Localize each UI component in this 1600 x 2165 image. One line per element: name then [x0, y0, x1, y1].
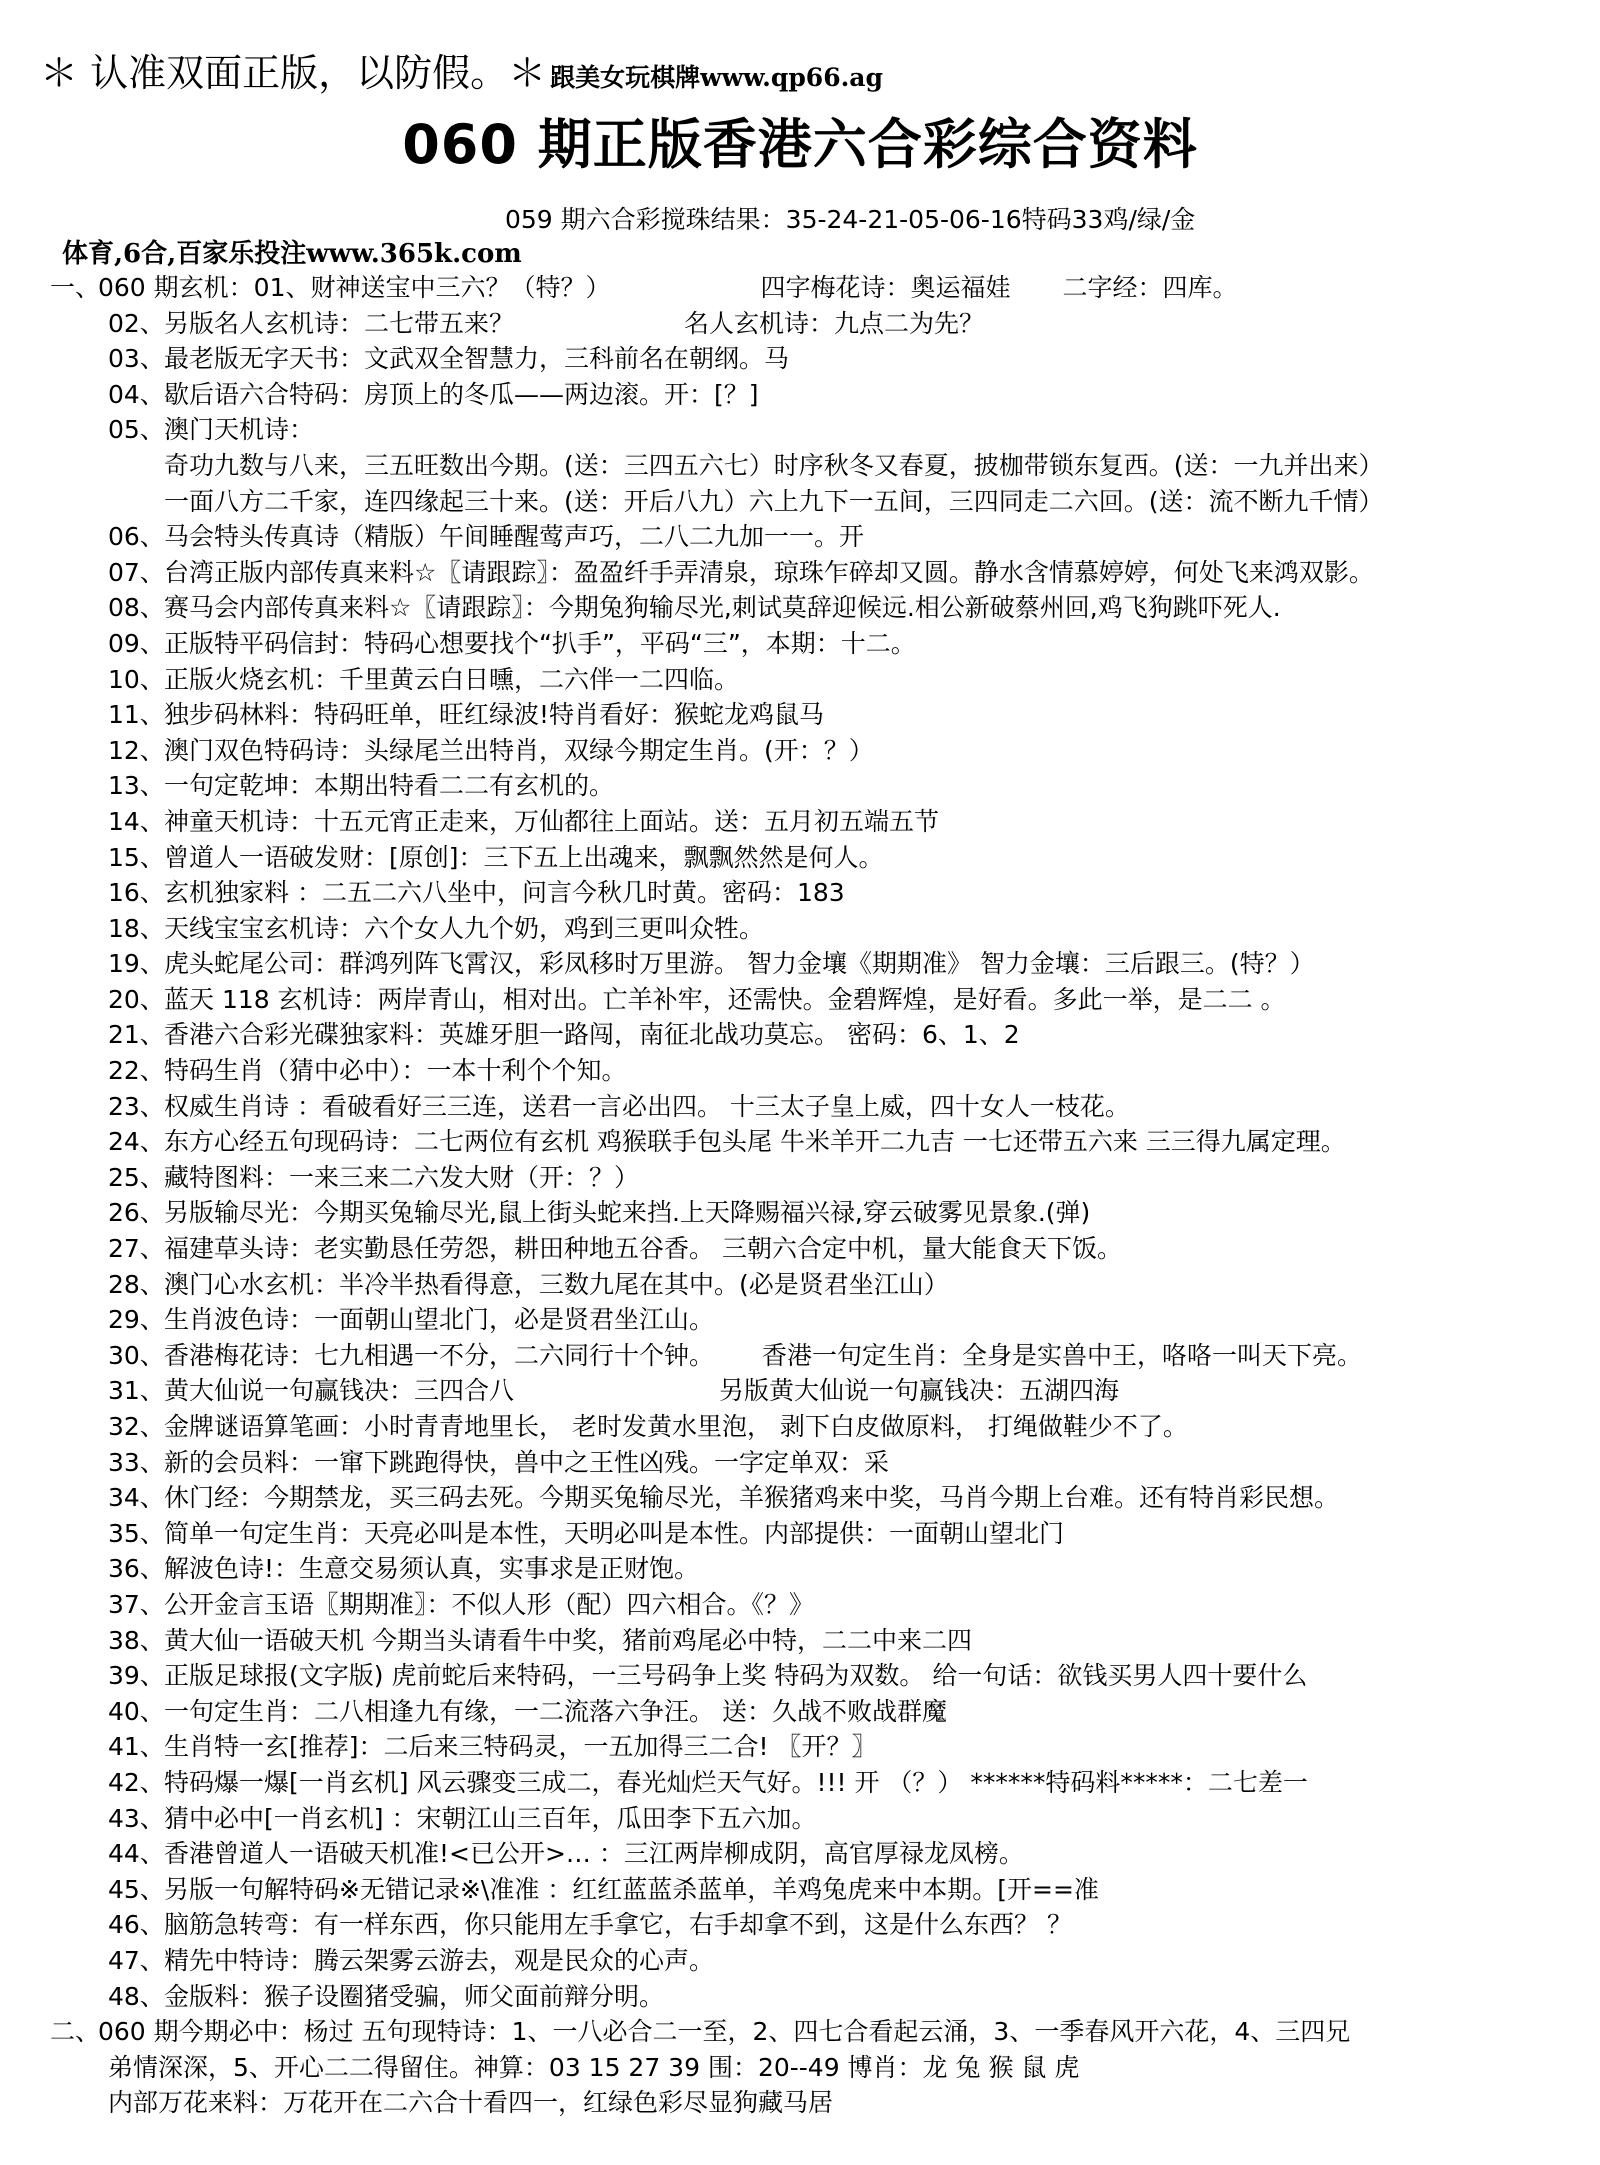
item-number: 21、 — [108, 1020, 165, 1050]
item-number: 31、 — [108, 1376, 165, 1406]
item-part: 金版料：猴子设圈猪受骗，师父面前辩分明。 — [164, 1981, 665, 2011]
section-number: 一、 — [50, 273, 101, 302]
sports-betting-ad[interactable]: 体育,6合,百家乐投注www.365k.com — [62, 239, 522, 269]
list-item — [0, 1658, 1600, 1694]
item-part: 香港一句定生肖：全身是实兽中王，咯咯一叫天下亮。 — [762, 1340, 1363, 1370]
item-part: 虎头蛇尾公司：群鸿列阵飞霄汉，彩凤移时万里游。 智力金壤《期期准》 智力金壤：三后跟三。(特？） — [164, 949, 1315, 979]
section-one-first-row — [0, 270, 1600, 306]
item-part: 赛马会内部传真来料☆〖请跟踪〗：今期兔狗输尽光,刺试莫辞迎候远.相公新破蔡州回,鸡飞狗跳吓死人. — [164, 593, 1281, 623]
item-number: 09、 — [108, 628, 165, 658]
list-item — [0, 1231, 1600, 1267]
page-title: 060 期正版香港六合彩综合资料 — [402, 113, 1198, 176]
item-part: 一句定生肖：二八相逢九有缘，一二流落六争汪。 送：久战不败战群魔 — [164, 1696, 947, 1726]
item-part: 脑筋急转弯：有一样东西，你只能用左手拿它，右手却拿不到，这是什么东西？ ？ — [164, 1910, 1072, 1940]
list-item — [0, 1195, 1600, 1231]
item-text — [164, 875, 845, 911]
item-text — [164, 1124, 1346, 1160]
item-number: 34、 — [108, 1483, 165, 1513]
list-item — [0, 590, 1600, 626]
item-text — [164, 1338, 1362, 1374]
list-item — [0, 1480, 1600, 1516]
item-number: 08、 — [108, 593, 165, 623]
section-one-line — [98, 270, 1238, 306]
item-text — [164, 1017, 1020, 1053]
plum-poem-text: 四字梅花诗：奥运福娃 — [760, 273, 1011, 302]
item-text — [164, 1551, 699, 1587]
item-number: 40、 — [108, 1696, 165, 1726]
list-item — [0, 768, 1600, 804]
list-item — [0, 1160, 1600, 1196]
item-text — [164, 1160, 639, 1196]
section-two-line-2: 弟情深深，5、开心二二得留住。神算：03 15 27 39 围：20--49 博肖：龙 兔 猴 鼠 虎 — [108, 2052, 1080, 2082]
item-number: 32、 — [108, 1412, 165, 1441]
list-item — [0, 1053, 1600, 1089]
item-text — [164, 1623, 972, 1659]
list-item — [0, 982, 1600, 1018]
item-text — [164, 733, 874, 769]
item-text — [164, 1302, 714, 1338]
item-text — [164, 590, 1281, 626]
item-part: 马会特头传真诗（精版）午间睡醒莺声巧，二八二九加一一。开 — [164, 522, 865, 552]
item-number: 45、 — [108, 1874, 165, 1904]
list-item — [0, 1943, 1600, 1979]
item-text — [164, 1872, 1099, 1908]
section-two-line-3: 内部万花来料：万花开在二六合十看四一，红绿色彩尽显狗藏马居 — [108, 2088, 834, 2118]
item-number: 43、 — [108, 1803, 165, 1833]
content-list — [0, 270, 1600, 2121]
item-number: 28、 — [108, 1269, 165, 1299]
item-number: 42、 — [108, 1767, 165, 1797]
item-text — [164, 768, 614, 804]
list-item — [0, 804, 1600, 840]
item-part: 正版火烧玄机：千里黄云白日曛，二六伴一二四临。 — [164, 664, 740, 694]
section-two-line-1: 060 期今期必中：杨过 五句现特诗：1、一八必合二一至，2、四七合看起云涌，3、一季春风开六花，4、三四兄 — [98, 2017, 1351, 2047]
list-item — [0, 484, 1600, 520]
list-item — [0, 412, 1600, 448]
item-text — [164, 1658, 1307, 1694]
item-part: 特码爆一爆[一肖玄机] 风云骤变三成二，春光灿烂天气好。!!! 开 （？） ******特码料*****：二七差一 — [164, 1767, 1308, 1797]
item-text — [164, 377, 759, 413]
list-item — [0, 626, 1600, 662]
item-part: 独步码林料：特码旺单，旺红绿波!特肖看好：猴蛇龙鸡鼠马 — [164, 700, 825, 730]
item-text — [164, 1694, 947, 1730]
list-item — [0, 1765, 1600, 1801]
list-item — [0, 1409, 1600, 1445]
item-number: 13、 — [108, 771, 165, 801]
item-part: 新的会员料：一窜下跳跑得快，兽中之王性凶残。一字定单双：采 — [164, 1447, 890, 1477]
item-part: 精先中特诗：腾云架雾云游去，观是民众的心声。 — [164, 1945, 715, 1975]
item-text — [164, 1943, 714, 1979]
list-item — [0, 1124, 1600, 1160]
two-word-classic-text: 二字经：四库。 — [1062, 273, 1238, 302]
item-part: 澳门心水玄机：半冷半热看得意，三数九尾在其中。(必是贤君坐江山） — [164, 1269, 949, 1299]
item-number: 19、 — [108, 949, 165, 979]
section-number: 二、 — [50, 2017, 101, 2047]
item-part: 香港梅花诗：七九相遇一不分，二六同行十个钟。 — [164, 1340, 715, 1370]
list-item — [0, 306, 1600, 342]
list-item — [0, 519, 1600, 555]
item-number: 35、 — [108, 1518, 165, 1548]
item-part: 东方心经五句现码诗：二七两位有玄机 鸡猴联手包头尾 牛米羊开二九吉 一七还带五六来 三三得九属定理。 — [164, 1127, 1346, 1157]
item-text — [164, 1729, 876, 1765]
item-part: 另版名人玄机诗：二七带五来？ — [164, 308, 515, 338]
item-number: 12、 — [108, 735, 165, 765]
list-item — [0, 1801, 1600, 1837]
item-text — [164, 1445, 889, 1481]
item-text — [164, 1089, 1130, 1125]
list-item — [0, 1694, 1600, 1730]
list-item — [0, 1302, 1600, 1338]
item-number: 24、 — [108, 1127, 165, 1157]
list-item — [0, 1836, 1600, 1872]
item-text — [164, 911, 764, 947]
item-text — [164, 982, 1286, 1018]
list-item — [0, 1445, 1600, 1481]
list-item — [0, 341, 1600, 377]
item-part: 一面八方二千家，连四缘起三十来。(送：开后八九）六上九下一五间，三四同走二六回。(送：流不断九千情） — [164, 486, 1384, 516]
item-part: 猜中必中[一肖玄机] ：宋朝江山三百年，瓜田李下五六加。 — [164, 1803, 817, 1833]
item-number: 11、 — [108, 700, 165, 730]
item-text — [164, 1267, 949, 1303]
item-number: 48、 — [108, 1981, 165, 2011]
item-part: 名人玄机诗：九点二为先？ — [684, 308, 985, 338]
item-text — [164, 1801, 816, 1837]
list-item — [0, 555, 1600, 591]
item-number: 30、 — [108, 1340, 165, 1370]
item-number: 37、 — [108, 1589, 165, 1619]
item-text — [164, 341, 789, 377]
list-item — [0, 1089, 1600, 1125]
item-part: 另版黄大仙说一句赢钱决：五湖四海 — [719, 1376, 1120, 1406]
item-text — [164, 1373, 1119, 1409]
list-item — [0, 1267, 1600, 1303]
item-part: 曾道人一语破发财：[原创]：三下五上出魂来，飘飘然然是何人。 — [164, 842, 884, 872]
item-number: 33、 — [108, 1447, 165, 1477]
header-top-line — [40, 42, 883, 96]
section-two-row-2 — [0, 2050, 1600, 2086]
list-item — [0, 733, 1600, 769]
item-text — [164, 804, 939, 840]
item-part: 蓝天 118 玄机诗：两岸青山，相对出。亡羊补牢，还需快。金碧辉煌，是好看。多此一举，是二二 。 — [164, 984, 1286, 1014]
item-part: 澳门天机诗： — [164, 415, 315, 445]
item-number: 22、 — [108, 1056, 165, 1086]
item-number: 26、 — [108, 1198, 165, 1228]
item-number: 05、 — [108, 415, 165, 445]
item-number: 36、 — [108, 1554, 165, 1584]
item-part: 公开金言玉语〖期期准〗：不似人形（配）四六相合。《？》 — [164, 1589, 815, 1619]
item-text — [164, 1516, 1064, 1552]
item-text — [164, 555, 1374, 591]
item-number: 14、 — [108, 806, 165, 836]
item-number: 15、 — [108, 842, 165, 872]
item-text — [164, 1836, 1024, 1872]
list-item — [0, 377, 1600, 413]
list-item — [0, 1587, 1600, 1623]
chess-ad-link[interactable]: 跟美女玩棋牌www.qp66.ag — [550, 63, 883, 92]
item-text — [164, 1907, 1072, 1943]
item-number: 03、 — [108, 344, 165, 374]
item-number: 47、 — [108, 1945, 165, 1975]
item-text — [164, 946, 1315, 982]
list-item — [0, 1979, 1600, 2015]
item-part: 正版足球报(文字版) 虎前蛇后来特码，一三号码争上奖 特码为双数。 给一句话：欲钱买男人四十要什么 — [164, 1661, 1308, 1691]
item-text — [164, 484, 1384, 520]
list-item — [0, 1373, 1600, 1409]
previous-draw-result: 059 期六合彩搅珠结果：35-24-21-05-06-16特码33鸡/绿/金 — [505, 205, 1196, 234]
list-item — [0, 662, 1600, 698]
item-number: 02、 — [108, 308, 165, 338]
item-part: 香港曾道人一语破天机准!<已公开>… ：三江两岸柳成阴，高官厚禄龙凤榜。 — [164, 1839, 1024, 1869]
item-part: 藏特图料：一来三来二六发大财（开：？） — [164, 1162, 640, 1192]
list-item — [0, 1338, 1600, 1374]
list-item — [0, 1729, 1600, 1765]
section-two-row-3 — [0, 2085, 1600, 2121]
items-container — [0, 306, 1600, 2015]
list-item — [0, 1623, 1600, 1659]
item-part: 金牌谜语算笔画：小时青青地里长， 老时发黄水里泡， 剥下白皮做原料， 打绳做鞋少不了。 — [164, 1412, 1188, 1441]
item-text — [164, 1053, 627, 1089]
item-part: 生肖波色诗：一面朝山望北门，必是贤君坐江山。 — [164, 1305, 715, 1335]
item-number: 16、 — [108, 878, 165, 908]
anti-fake-slogan: ＊ 认准双面正版，以防假。＊ — [40, 51, 547, 95]
list-item — [0, 946, 1600, 982]
item-text — [164, 1765, 1308, 1801]
item-number: 46、 — [108, 1910, 165, 1940]
item-01-text: 060 期玄机：01、财神送宝中三六？（特？） — [98, 273, 611, 302]
item-number: 44、 — [108, 1839, 165, 1869]
item-part: 解波色诗!：生意交易须认真，实事求是正财饱。 — [164, 1554, 700, 1584]
item-part: 权威生肖诗 ：看破看好三三连，送君一言必出四。 十三太子皇上威，四十女人一枝花。 — [164, 1091, 1130, 1121]
item-number: 23、 — [108, 1091, 165, 1121]
item-text — [164, 306, 984, 342]
list-item — [0, 1872, 1600, 1908]
item-part: 生肖特一玄[推荐]：二后来三特码灵，一五加得三二合! 〖开？〗 — [164, 1732, 877, 1762]
item-part: 正版特平码信封：特码心想要找个“扒手”，平码“三”，本期：十二。 — [164, 628, 916, 658]
list-item — [0, 1017, 1600, 1053]
list-item — [0, 911, 1600, 947]
item-text — [164, 1979, 664, 2015]
item-number: 04、 — [108, 379, 165, 409]
item-number: 41、 — [108, 1732, 165, 1762]
item-text — [164, 1195, 1090, 1231]
item-text — [164, 412, 314, 448]
item-text — [164, 1587, 814, 1623]
item-number: 20、 — [108, 984, 165, 1014]
item-part: 香港六合彩光碟独家料：英雄牙胆一路闯，南征北战功莫忘。 密码：6、1、2 — [164, 1020, 1020, 1050]
item-part: 歇后语六合特码：房顶上的冬瓜——两边滚。开：[？] — [164, 379, 759, 409]
item-number: 25、 — [108, 1162, 165, 1192]
item-part: 特码生肖（猜中必中）：一本十利个个知。 — [164, 1056, 627, 1086]
item-number: 06、 — [108, 522, 165, 552]
item-number: 39、 — [108, 1661, 165, 1691]
item-text — [164, 662, 739, 698]
section-two-row-1 — [0, 2014, 1600, 2050]
list-item — [0, 697, 1600, 733]
list-item — [0, 1516, 1600, 1552]
item-number: 29、 — [108, 1305, 165, 1335]
item-number: 10、 — [108, 664, 165, 694]
list-item — [0, 875, 1600, 911]
item-part: 福建草头诗：老实勤恳任劳怨，耕田种地五谷香。 三朝六合定中机，量大能食天下饭。 — [164, 1234, 1122, 1264]
item-number: 18、 — [108, 913, 165, 943]
item-number: 38、 — [108, 1625, 165, 1655]
item-text — [164, 519, 864, 555]
item-part: 一句定乾坤：本期出特看二二有玄机的。 — [164, 771, 615, 801]
item-part: 澳门双色特码诗：头绿尾兰出特肖，双绿今期定生肖。(开：？） — [164, 735, 874, 765]
item-text — [164, 1409, 1188, 1445]
item-text — [164, 448, 1384, 484]
item-part: 最老版无字天书：文武双全智慧力，三科前名在朝纲。马 — [164, 344, 790, 374]
item-number: 27、 — [108, 1234, 165, 1264]
list-item — [0, 1907, 1600, 1943]
item-part: 神童天机诗：十五元宵正走来，万仙都往上面站。送：五月初五端五节 — [164, 806, 940, 836]
list-item — [0, 448, 1600, 484]
item-part: 奇功九数与八来，三五旺数出今期。(送：三四五六七）时序秋冬又春夏，披枷带锁东复西。(送：一九并出来） — [164, 450, 1384, 480]
item-part: 黄大仙一语破天机 今期当头请看牛中奖，猪前鸡尾必中特，二二中来二四 — [164, 1625, 972, 1655]
item-number: 07、 — [108, 557, 165, 587]
item-part: 黄大仙说一句赢钱决：三四合八 — [164, 1376, 515, 1406]
item-part: 另版输尽光：今期买兔输尽光,鼠上街头蛇来挡.上天降赐福兴禄,穿云破雾见景象.(弹) — [164, 1198, 1091, 1228]
item-part: 休门经：今期禁龙，买三码去死。今期买兔输尽光，羊猴猪鸡来中奖，马肖今期上台难。还有特肖彩民想。 — [164, 1483, 1340, 1513]
item-part: 另版一句解特码※无错记录※\准准 ：红红蓝蓝杀蓝单，羊鸡兔虎来中本期。[开==准 — [164, 1874, 1099, 1904]
item-text — [164, 1480, 1339, 1516]
item-text — [164, 1231, 1122, 1267]
list-item — [0, 840, 1600, 876]
item-part: 简单一句定生肖：天亮必叫是本性，天明必叫是本性。内部提供：一面朝山望北门 — [164, 1518, 1065, 1548]
item-part: 玄机独家料 ：二五二六八坐中，问言今秋几时黄。密码：183 — [164, 878, 845, 908]
item-text — [164, 626, 916, 662]
item-part: 台湾正版内部传真来料☆〖请跟踪〗：盈盈纤手弄清泉，琼珠乍碎却又圆。静水含情慕婷婷，何处飞来鸿双影。 — [164, 557, 1374, 587]
item-part: 天线宝宝玄机诗：六个女人九个奶，鸡到三更叫众牲。 — [164, 913, 765, 943]
item-text — [164, 697, 824, 733]
item-text — [164, 840, 884, 876]
list-item — [0, 1551, 1600, 1587]
